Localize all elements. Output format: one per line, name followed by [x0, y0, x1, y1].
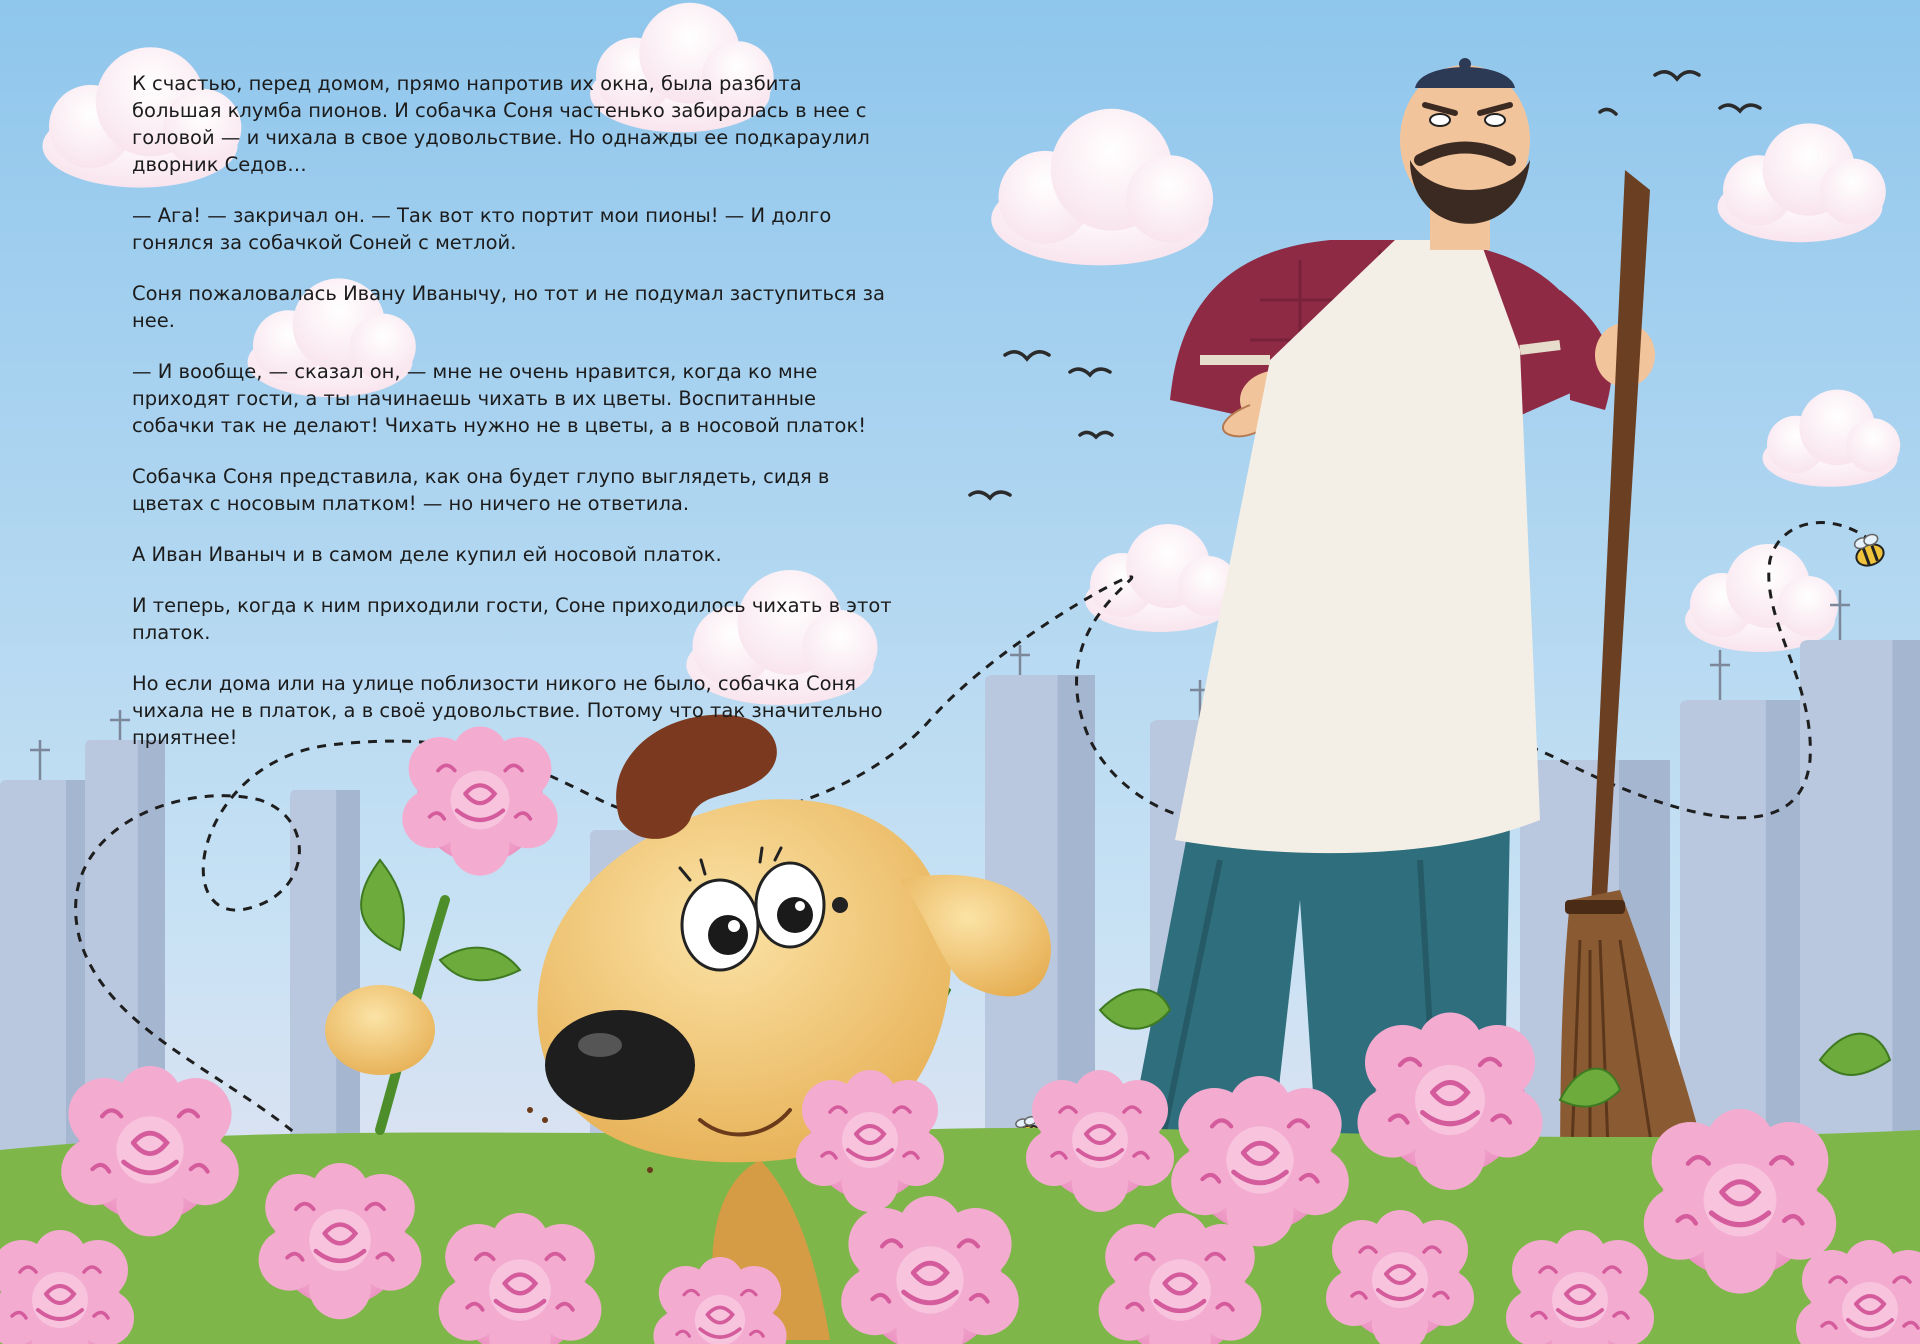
story-paragraph: — Ага! — закричал он. — Так вот кто портит мои пионы! — И долго гонялся за собачкой Соней с метлой. [132, 204, 832, 254]
story-paragraph: И теперь, когда к ним приходили гости, Соне приходилось чихать в этот платок. [132, 594, 892, 644]
story-paragraph: К счастью, перед домом, прямо напротив их окна, была разбита большая клумба пионов. И собачка Соня частенько забиралась в нее с головой — и чихала в свое удовольствие. Но однажды ее подкараулил дворник Седов… [132, 72, 870, 176]
story-text [132, 70, 892, 775]
story-paragraph: А Иван Иваныч и в самом деле купил ей носовой платок. [132, 543, 722, 566]
story-paragraph: Собачка Соня представила, как она будет глупо выглядеть, сидя в цветах с носовым платком! — но ничего не ответила. [132, 465, 830, 515]
story-paragraph: — И вообще, — сказал он, — мне не очень нравится, когда ко мне приходят гости, а ты начинаешь чихать в их цветы. Воспитанные собачки так не делают! Чихать нужно не в цветы, а в носовой платок! [132, 360, 867, 437]
story-paragraph: Соня пожаловалась Ивану Иванычу, но тот и не подумал заступиться за нее. [132, 282, 885, 332]
story-paragraph: Но если дома или на улице поблизости никого не было, собачка Соня чихала не в платок, а в своё удовольствие. Потому что так значительно приятнее! [132, 672, 883, 749]
